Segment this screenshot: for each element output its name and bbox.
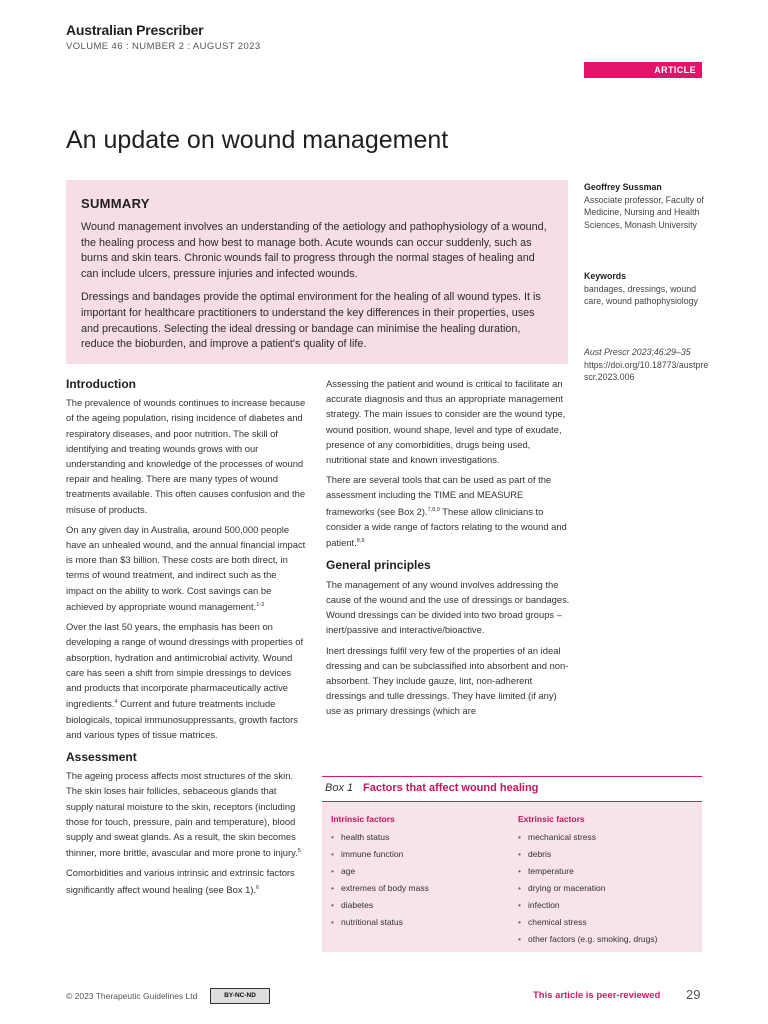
body-paragraph: On any given day in Australia, around 500,000 people have an unhealed wound, and the annual financial impact is more than $3 billion. These costs are both direct, in terms of wound treatment, and indirect such as the impact on the ability to work. Cost savings can be achieved by appropriate wound management.$^{1-3}$ <box>66 523 306 612</box>
summary-heading: SUMMARY <box>81 196 150 211</box>
list-item: • diabetes <box>331 897 429 914</box>
box1 <box>322 776 702 952</box>
list-item: • debris <box>518 846 657 863</box>
list-item: • nutritional status <box>331 914 429 931</box>
right-column <box>326 376 570 724</box>
section-heading-general-principles: General principles <box>326 558 431 573</box>
body-paragraph: Comorbidities and various intrinsic and extrinsic factors significantly affect wound healing (see Box 1).$^6$ <box>66 867 295 895</box>
list-item: • immune function <box>331 846 429 863</box>
list-item: • age <box>331 863 429 880</box>
intrinsic-heading: Intrinsic factors <box>331 814 395 824</box>
summary-paragraph: Dressings and bandages provide the optimal environment for the healing of all wound types. It is important for healthcare practitioners to understand the key differences in their properties, uses and precautions. Selecting the ideal dressing or bandage can minimise the healing duration, reduce the bioburden, and improve a patient's quality of life. <box>81 291 541 351</box>
keywords-block <box>584 270 709 308</box>
author-name: Geoffrey Sussman <box>584 182 662 192</box>
citation: Aust Prescr 2023;46:29–35 <box>584 347 691 357</box>
box1-header <box>322 776 702 802</box>
keywords-text: bandages, dressings, wound care, wound pathophysiology <box>584 283 698 306</box>
list-item: • temperature <box>518 863 657 880</box>
left-column <box>66 377 306 902</box>
author-block <box>584 181 709 231</box>
author-affiliation: Associate professor, Faculty of Medicine, Nursing and Health Sciences, Monash University <box>584 194 704 230</box>
section-heading-introduction: Introduction <box>66 377 136 391</box>
doi-link[interactable]: https://doi.org/10.18773/austprescr.2023.006 <box>584 359 709 382</box>
body-paragraph: The prevalence of wounds continues to increase because of the ageing population, rising incidence of diabetes and respiratory diseases, and poor nutrition. The skill of identifying and treating wounds grows with our understanding and knowledge of the processes of wound repair and healing. There are many types of wound treatments available. This often causes confusion and the misuse of products. <box>66 397 306 515</box>
box1-body <box>322 802 702 952</box>
box1-label: Box 1 <box>325 782 354 794</box>
list-item: • other factors (e.g. smoking, drugs) <box>518 931 657 948</box>
extrinsic-factors <box>518 814 657 948</box>
keywords-label: Keywords <box>584 271 627 281</box>
summary-box <box>66 180 568 364</box>
issue-line: VOLUME 46 : NUMBER 2 : AUGUST 2023 <box>66 41 261 52</box>
list-item: • drying or maceration <box>518 880 657 897</box>
body-paragraph: Assessing the patient and wound is critical to facilitate an accurate diagnosis and thus an appropriate management strategy. The main issues to consider are the wound type, wound position, wound shape, level and type of exudate, presence of any comorbidities, drugs being used, nutritional state and known investigations. <box>326 378 566 466</box>
extrinsic-heading: Extrinsic factors <box>518 814 585 824</box>
list-item: • extremes of body mass <box>331 880 429 897</box>
section-heading-assessment: Assessment <box>66 749 137 764</box>
body-paragraph: Over the last 50 years, the emphasis has been on developing a range of wound dressings with properties of absorption, hydration and antimicrobial activity. Wound care has seen a shift from simple dressings to devices and products that incorporate pharmaceutically active ingredients.$^4$ Current and future treatments include biologicals, topical immunosuppressants, growth factors and various types of tissue matrices. <box>66 621 304 740</box>
list-item: • chemical stress <box>518 914 657 931</box>
copyright: © 2023 Therapeutic Guidelines Ltd <box>66 991 198 1001</box>
summary-paragraph: Wound management involves an understanding of the aetiology and pathophysiology of a wound, the healing process and how best to manage both. Acute wounds can occur suddenly, such as burns and skin tears. Chronic wounds fail to progress through the normal stages of healing and can include ulcers, pressure injuries and infected wounds. <box>81 221 547 280</box>
cc-license-badge[interactable]: BY-NC-ND <box>210 988 270 1004</box>
list-item: • infection <box>518 897 657 914</box>
list-item: • mechanical stress <box>518 829 657 846</box>
body-paragraph: The ageing process affects most structures of the skin. The skin loses hair follicles, sebaceous glands that supply natural moisture to the skin, receptors (including those for touch, pressure, pain and temperature), blood supply and sweat glands. As a result, the skin becomes thinner, more brittle, avascular and more prone to injury.$^5$ <box>66 770 301 859</box>
intrinsic-factors <box>331 814 429 931</box>
body-paragraph: Inert dressings fulfil very few of the properties of an ideal dressing and can be subclassified into absorbent and non-absorbent. They include gauze, lint, non-adherent dressings and tulle dressings. They have limited (if any) use as primary dressings (which are <box>326 644 569 717</box>
article-title: An update on wound management <box>66 126 449 154</box>
article-tag: ARTICLE <box>584 62 702 78</box>
body-paragraph: The management of any wound involves addressing the cause of the wound and the use of dressings or bandages. Wound dressings can be divided into two broad groups – inert/passive and interactive/bioactive. <box>326 578 570 636</box>
list-item: • health status <box>331 829 429 846</box>
page-number: 29 <box>686 987 701 1002</box>
body-paragraph: There are several tools that can be used as part of the assessment including the TIME and MEASURE frameworks (see Box 2).$^{7,8,9}$ These allow clinicians to consider a wide range of factors relating to the wound and patient.$^{8,9}$ <box>326 474 567 549</box>
journal-brand: Australian Prescriber <box>66 22 204 38</box>
box1-title: Factors that affect wound healing <box>363 782 539 794</box>
citation-block <box>584 346 709 384</box>
peer-review-note: This article is peer-reviewed <box>533 990 661 1001</box>
